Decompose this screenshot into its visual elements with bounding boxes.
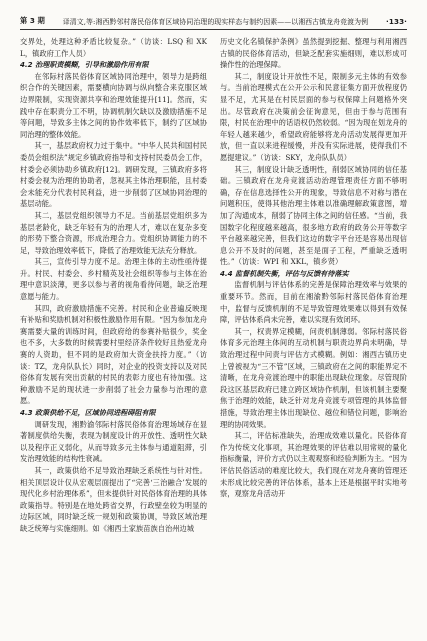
paragraph: 交界处，处理这种矛盾比较复杂。”（访谈：LSQ 和 XKL，镇政府工作人员） <box>20 37 207 58</box>
paragraph: 其二，制度设计开放性不足，限制多元主体的有效参与。当前治理模式在公开公示和民意征集方面开放程度仍显不足，尤其是在村民层面的参与权保障上问题格外突出。尽管政府在决策前会征询意见，但由于参与范围有限，村民在治理中的话语权仍然较弱。“因为现在划龙舟的年轻人越来越少，希望政府能够将龙舟活动发展得更加开放，但一直以来进程缓慢，并没有实际进展，使得我们不愿提建议。”（访谈：SKY，龙舟队队员） <box>220 71 407 162</box>
paragraph: 其一，权责界定模糊，问责机制薄弱。邻际村落民俗体育多元治理主体间的互动机制与职责边界尚未明确，导致治理过程中问责与评估方式模糊。例如：湘西古镇历史上曾被视为“三不管”区域，三镇政府在之间的职能界定不清晰，在龙舟竞渡治理中的职能出现缺位现象。尽管现阶段这区基层政府已建立跨区域协作机制，但该机制主要聚焦于治理的效能，缺乏针对龙舟竞渡专项管理的具体监督措施，导致治理主体出现缺位、越位和错位问题，影响治理的协同效果。 <box>220 326 407 429</box>
paragraph: 调研发现，湘黔渝邻际村落民俗体育治理场域存在显著制度供给失衡，表现为制度设计的开放性、透明性欠缺以及程序正义弱化，从而导致多元主体参与通道阻滞，引发治理效能的结构性衰减。 <box>20 419 207 464</box>
paragraph: 其一，政策供给不足导致治理缺乏系统性与针对性。相关顶层设计仅从宏观层面提出了“完善‘三治融合’发展的现代化乡村治理体系”，但未提供针对民俗体育治理的具体政策指导。特别是在地处跨省交界，行政壁垒较为明显的边际区域，同时缺乏统一规划和政策协调，导致区域治理缺乏统筹与实施细则。如《湘西土家族苗族自治州边城 <box>20 465 207 533</box>
right-column <box>220 36 407 635</box>
paragraph: 其二，评估标准缺失，治理成效难以量化。民俗体育作为传统文化事项，其治理效果的评估难以用常规的量化指标衡量，评价方式仍以主观观察和经验判断为主。“因为评估民俗活动的难度比较大，我们现在对龙舟赛的管理还未形成比较完善的评估体系，基本上还是根据平时实地考察，观察龙舟活动开 <box>220 431 407 499</box>
paragraph: 其三，宣传引导力度不足。治理主体的主动性亟待提升。村民、村委会、乡村精英及社会组织等参与主体在治理中意识淡薄，更多以参与者的视角看待问题，缺乏治理意愿与能力。 <box>20 257 207 302</box>
body-columns <box>20 36 407 635</box>
paragraph: 监督机制与评估体系的完善是保障治理效率与效果的重要环节。然而，目前在湘渝黔邻际村落民俗体育治理中，监督与反馈机制的不足导致管理效果难以得到有效保障，评估体系尚未完善，难以实现有效闭环。 <box>220 280 407 325</box>
paragraph: 在邻际村落民俗体育区域协同治理中，领导力是跨组织合作的关键因素，需要横向协调与纵向整合来克服区域边界限制，实现资源共享和治理效能提升[11]。然而，实践中存在职责分工不明，协调机制欠缺以及激励措施不足等问题，导致多主体之间的协作效率低下，制约了区域协同治理的整体效能。 <box>20 71 207 139</box>
paragraph: 其三，制度设计缺乏透明性，削弱区域协同的信任基础。三镇政府在龙舟竞渡活动治理管理责任方面不够明确，存在信息选择性公开的现象，导致信息不对称与潜在问题积压，使得其他治理主体难以准确理解政策意图，增加了沟通成本，削弱了协同主体之间的信任感。“当前，我国数字化程度越来越高，很多地方政府的政务公开等数字平台越来越完善，但我们这边的数字平台还是容易出现信息公开不及时的问题，甚至是面子工程，严重缺乏透明性。”（访谈：WPI 和 XKL，镇乡贤） <box>220 164 407 267</box>
paragraph: 其二，基层党组织领导力不足。当前基层党组织多为基层老龄化，缺乏年轻有为的治理人才，难以在复杂多变的形势下整合资源，形成治理合力。党组织协调能力的不足，导致治理效率低下，降低了治理效能无法充分释放。 <box>20 210 207 255</box>
running-header <box>20 10 407 26</box>
section-heading: 4.2 治理职责模糊，引导和激励作用有限 <box>20 60 149 70</box>
header-rule <box>20 29 407 30</box>
paragraph: 历史文化名镇保护条例》虽然提到挖掘、整理与利用湘西古镇的民俗体育活动，但缺乏配套实施细则，难以形成可操作性的治理保障。 <box>220 37 407 70</box>
issue-number: 第 3 期 <box>20 16 45 25</box>
paragraph: 其四，政府激励措施不完善。村民和企业普遍反映现有补贴和奖励机制对积极性激励作用有限。“因为参加龙舟赛需要大量的训练时间，但政府给的参赛补贴很少，奖金也不多，大多数的时候需要村里经济条件较好且热爱龙舟赛的人资助，但不同的是政府加大资金扶持力度。”（访谈：TZ，龙舟队队长）同时，对企业的投资支持以及对民俗体育发展有突出贡献的村民的表彰力度也有待加强。这种激励不足的现状进一步削弱了社会力量参与治理的意愿。 <box>20 303 207 406</box>
running-title: 译清文,等:湘西黔邻村落民俗体育区域协同治理的现实样态与制约因素——以湘西古镇龙舟竞渡为例 <box>62 18 369 26</box>
left-column <box>20 36 207 635</box>
paragraph: 其一，基层政府权力过于集中。“中华人民共和国村民委员会组织法”规定乡镇政府指导和支持村民委员会工作，村委会必须协助乡镇政府[12]。调研发现，三镇政府多将村委会视为治理的协助者，忽视其主体治理职能，且村委会未能充分代表村民利益，进一步削弱了区域协同治理的基层动能。 <box>20 141 207 209</box>
section-heading: 4.3 政策供给不足，区域协同进程碍阻有限 <box>20 408 156 417</box>
page-number: ·133· <box>386 17 407 26</box>
section-heading: 4.4 监督机制失衡，评估与反馈有待落实 <box>220 268 349 278</box>
